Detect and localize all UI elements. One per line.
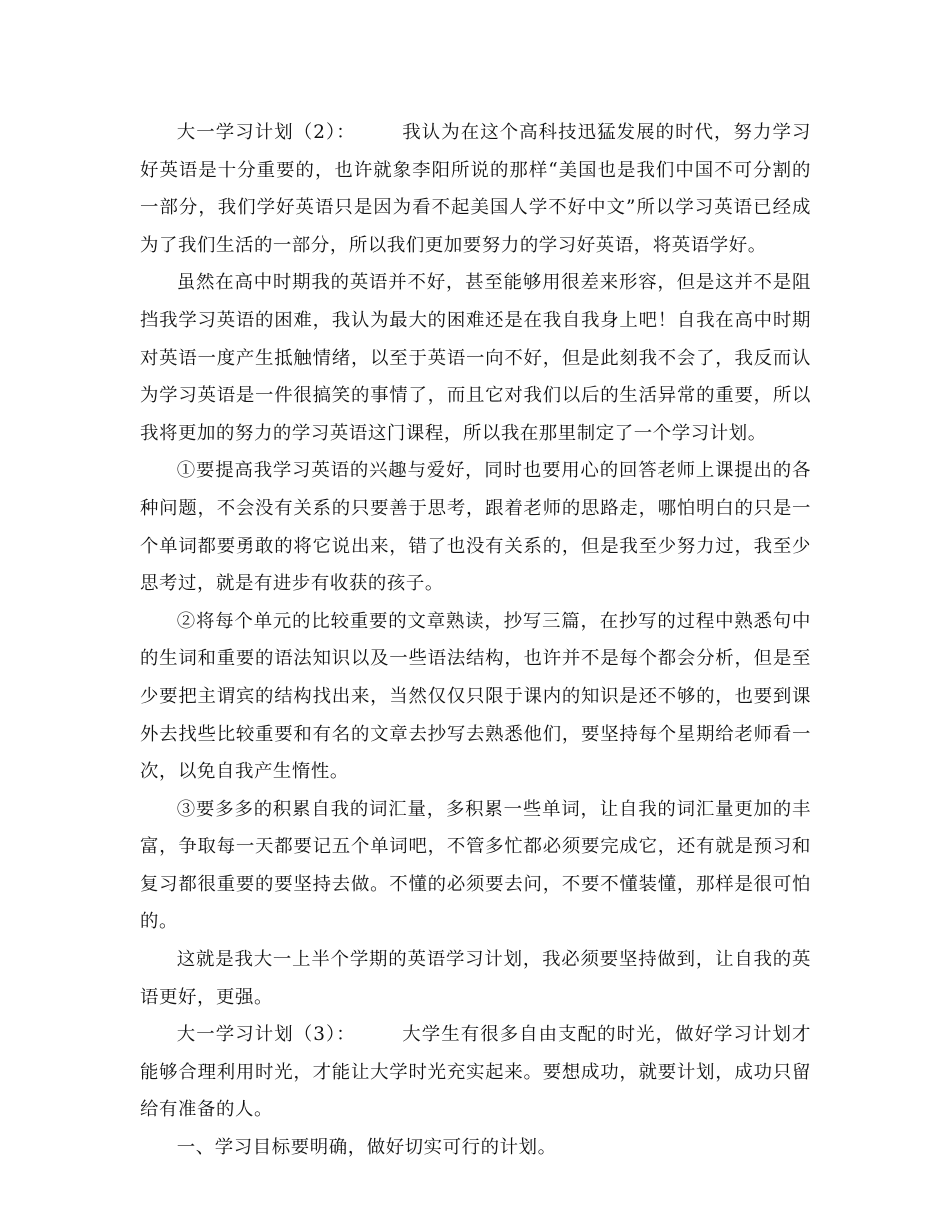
paragraph-text: 大学生有很多自由支配的时光，做好学习计划才能够合理利用时光，才能让大学时光充实起来。要想成功，就要计划，成功只留给有准备的人。 xyxy=(140,1024,811,1121)
paragraph-item-2: ②将每个单元的比较重要的文章熟读，抄写三篇，在抄写的过程中熟悉句中的生词和重要的语法知识以及一些语法结构，也许并不是每个都会分析，但是至少要把主谓宾的结构找出来，当然仅仅只限于课内的知识是还不够的，也要到课外去找些比较重要和有名的文章去抄写去熟悉他们，要坚持每个星期给老师看一次，以免自我产生惰性。 xyxy=(140,610,811,783)
paragraph-text: 这就是我大一上半个学期的英语学习计划，我必须要坚持做到，让自我的英语更好，更强。 xyxy=(140,949,811,1008)
paragraph-subheading: 一、学习目标要明确，做好切实可行的计划。 xyxy=(176,1137,557,1159)
paragraph-item-3: ③要多多的积累自我的词汇量，多积累一些单词，让自我的词汇量更加的丰富，争取每一天都要记五个单词吧，不管多忙都必须要完成它，还有就是预习和复习都很重要的要坚持去做。不懂的必须要去问，不要不懂装懂，那样是很可怕的。 xyxy=(140,798,811,933)
paragraph-plan-2 xyxy=(140,114,811,264)
paragraph-item-1: ①要提高我学习英语的兴趣与爱好，同时也要用心的回答老师上课提出的各种问题，不会没有关系的只要善于思考，跟着老师的思路走，哪怕明白的只是一个单词都要勇敢的将它说出来，错了也没有关系的，但是我至少努力过，我至少思考过，就是有进步有收获的孩子。 xyxy=(140,460,811,595)
paragraph-text: 我认为在这个高科技迅猛发展的时代，努力学习好英语是十分重要的，也许就象李阳所说的那样“美国也是我们中国不可分割的一部分，我们学好英语只是因为看不起美国人学不好中文”所以学习英语已经成为了我们生活的一部分，所以我们更加要努力的学习好英语，将英语学好。 xyxy=(140,122,811,256)
document-page xyxy=(140,114,811,1167)
paragraph-plan-3 xyxy=(140,1016,811,1129)
section-heading-plan-2: 大一学习计划（2）： xyxy=(176,122,356,143)
paragraph-text: 虽然在高中时期我的英语并不好，甚至能够用很差来形容，但是这并不是阻挡我学习英语的困难，我认为最大的困难还是在我自我身上吧！自我在高中时期对英语一度产生抵触情绪，以至于英语一向不好，但是此刻我不会了，我反而认为学习英语是一件很搞笑的事情了，而且它对我们以后的生活异常的重要，所以我将更加的努力的学习英语这门课程，所以我在那里制定了一个学习计划。 xyxy=(140,272,811,444)
section-heading-plan-3: 大一学习计划（3）： xyxy=(176,1024,356,1046)
